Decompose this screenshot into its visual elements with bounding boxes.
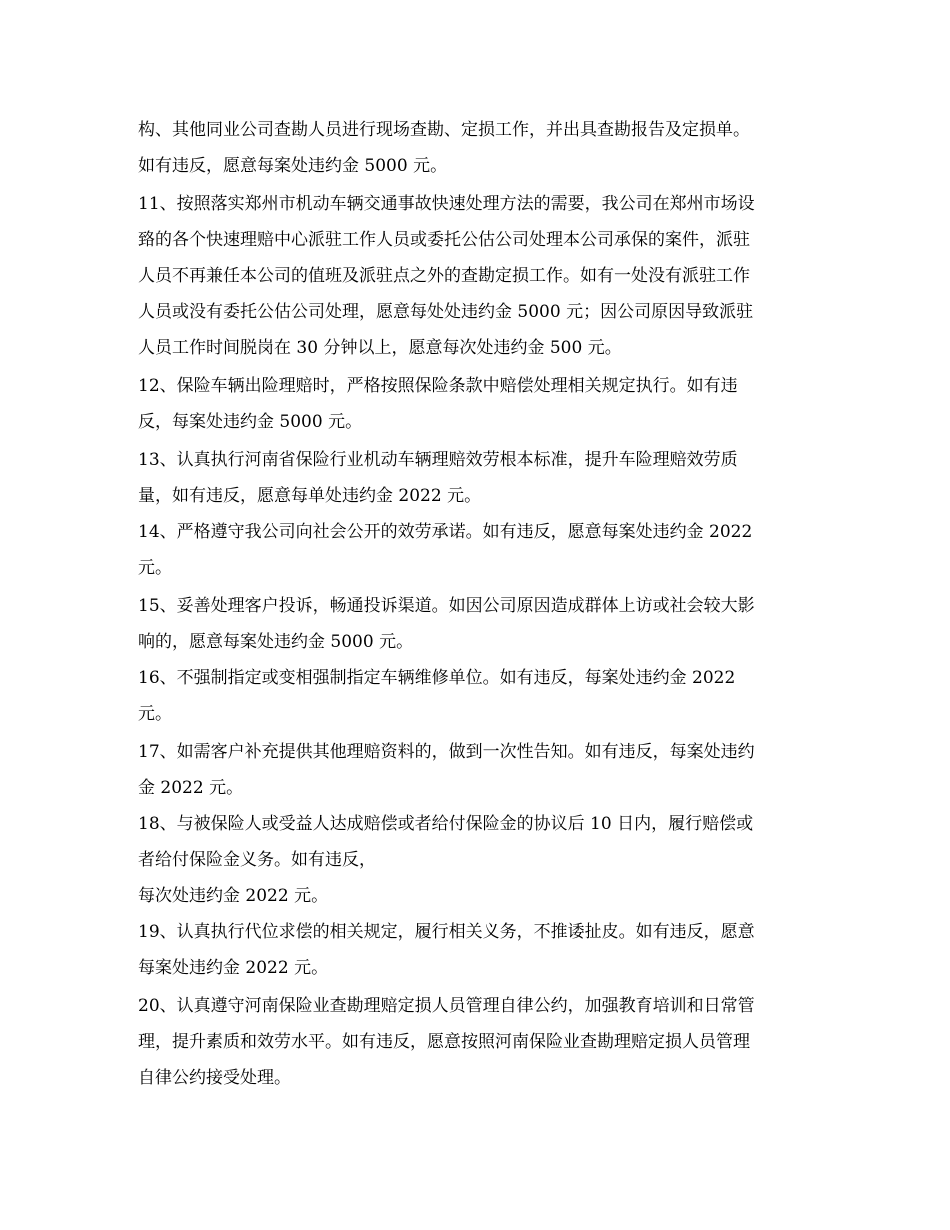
text-line: 15、妥善处理客户投诉，畅通投诉渠道。如因公司原因造成群体上访或社会较大影 <box>138 596 755 616</box>
text-line: 19、认真执行代位求偿的相关规定，履行相关义务，不推诿扯皮。如有违反，愿意 <box>138 922 755 942</box>
text-line: 18、与被保险人或受益人达成赔偿或者给付保险金的协议后 10 日内，履行赔偿或 <box>138 814 754 834</box>
text-line: 人员不再兼任本公司的值班及派驻点之外的查勘定损工作。如有一处没有派驻工作 <box>138 266 750 286</box>
text-line: 人员工作时间脱岗在 30 分钟以上，愿意每次处违约金 500 元。 <box>138 338 622 358</box>
text-line: 金 2022 元。 <box>138 778 244 798</box>
text-line: 20、认真遵守河南保险业查勘理赔定损人员管理自律公约，加强教育培训和日常管 <box>138 996 755 1016</box>
text-line: 响的，愿意每案处违约金 5000 元。 <box>138 632 414 652</box>
text-line: 12、保险车辆出险理赔时，严格按照保险条款中赔偿处理相关规定执行。如有违 <box>138 376 738 396</box>
text-line: 13、认真执行河南省保险行业机动车辆理赔效劳根本标准，提升车险理赔效劳质 <box>138 450 738 470</box>
text-line: 构、其他同业公司查勘人员进行现场查勘、定损工作，并出具查勘报告及定损单。 <box>138 120 750 140</box>
text-line: 17、如需客户补充提供其他理赔资料的，做到一次性告知。如有违反，每案处违约 <box>138 742 755 762</box>
text-line: 反，每案处违约金 5000 元。 <box>138 412 363 432</box>
text-line: 每案处违约金 2022 元。 <box>138 958 329 978</box>
text-line: 人员或没有委托公估公司处理，愿意每处处违约金 5000 元；因公司原因导致派驻 <box>138 302 754 322</box>
text-line: 量，如有违反，愿意每单处违约金 2022 元。 <box>138 486 482 506</box>
text-line: 元。 <box>138 704 172 724</box>
text-line: 元。 <box>138 558 172 578</box>
text-line: 每次处违约金 2022 元。 <box>138 886 329 906</box>
text-line: 11、按照落实郑州市机动车辆交通事故快速处理方法的需要，我公司在郑州市场设 <box>138 194 755 214</box>
text-line: 14、严格遵守我公司向社会公开的效劳承诺。如有违反，愿意每案处违约金 2022 <box>138 522 753 542</box>
text-line: 自律公约接受处理。 <box>138 1068 291 1088</box>
text-line: 16、不强制指定或变相强制指定车辆维修单位。如有违反，每案处违约金 2022 <box>138 668 736 688</box>
text-line: 如有违反，愿意每案处违约金 5000 元。 <box>138 156 448 176</box>
text-line: 臵的各个快速理赔中心派驻工作人员或委托公估公司处理本公司承保的案件，派驻 <box>138 230 750 250</box>
text-line: 者给付保险金义务。如有违反， <box>138 850 376 870</box>
text-line: 理，提升素质和效劳水平。如有违反，愿意按照河南保险业查勘理赔定损人员管理 <box>138 1032 750 1052</box>
